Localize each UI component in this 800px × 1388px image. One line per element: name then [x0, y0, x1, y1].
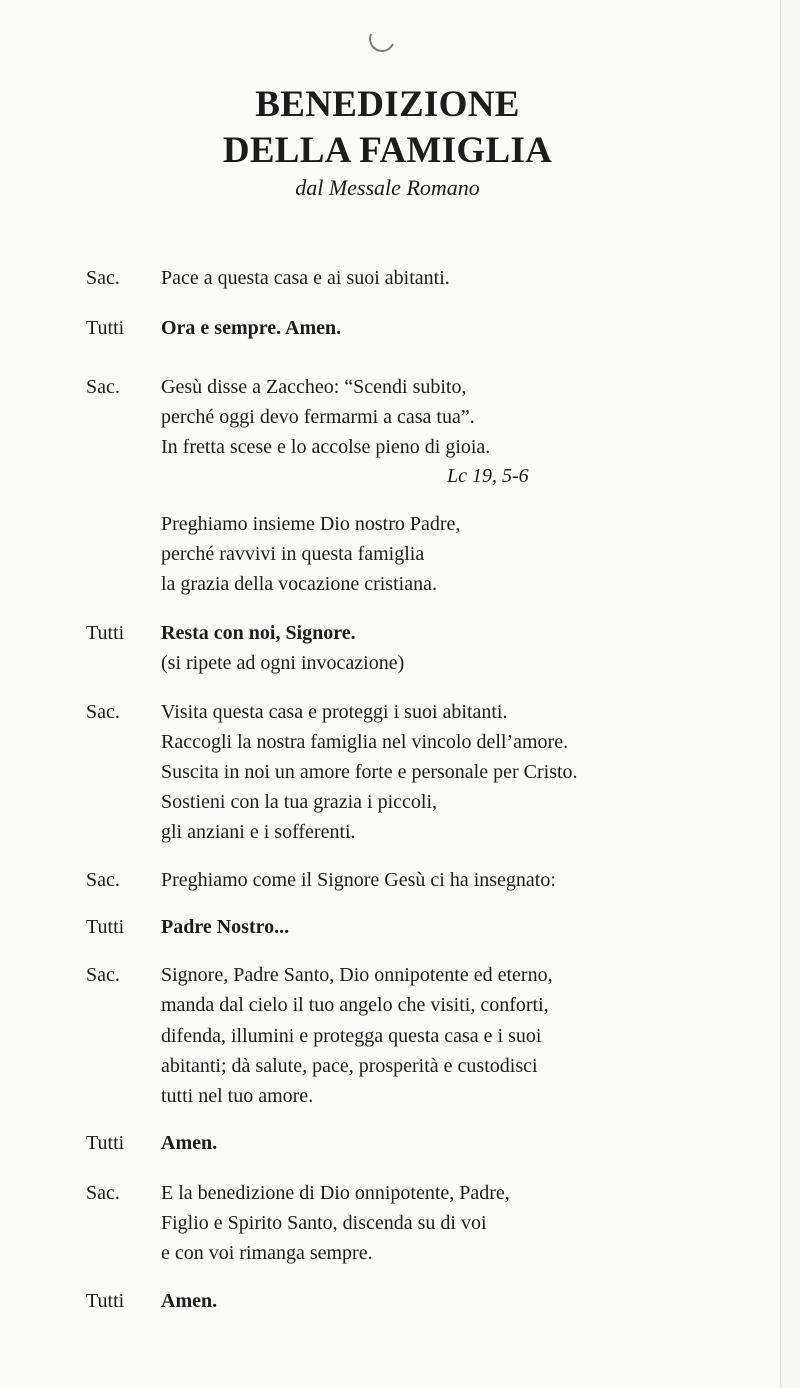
response-line: Amen.: [161, 1132, 218, 1154]
speaker-label: Sac.: [86, 869, 120, 891]
rite-line: perché oggi devo fermarmi a casa tua”.: [161, 406, 475, 428]
speaker-label: Tutti: [86, 916, 125, 938]
speaker-label: Tutti: [86, 1290, 125, 1312]
speaker-label: Sac.: [86, 376, 120, 398]
rite-line: In fretta scese e lo accolse pieno di gioia.: [161, 436, 491, 458]
rite-line: Visita questa casa e proteggi i suoi abitanti.: [161, 701, 508, 723]
speaker-label: Sac.: [86, 964, 120, 986]
response-line: Amen.: [161, 1290, 218, 1312]
rite-line: Gesù disse a Zaccheo: “Scendi subito,: [161, 376, 467, 398]
rubric-note: (si ripete ad ogni invocazione): [161, 652, 405, 674]
rite-line: manda dal cielo il tuo angelo che visiti, conforti,: [161, 994, 549, 1016]
rite-line: tutti nel tuo amore.: [161, 1085, 314, 1107]
rite-line: difenda, illumini e protegga questa casa e i suoi: [161, 1025, 542, 1047]
speaker-label: Tutti: [86, 317, 125, 339]
speaker-label: Sac.: [86, 1182, 120, 1204]
rite-line: Signore, Padre Santo, Dio onnipotente ed eterno,: [161, 964, 553, 986]
rite-line: Preghiamo come il Signore Gesù ci ha insegnato:: [161, 869, 556, 891]
rite-line: e con voi rimanga sempre.: [161, 1242, 373, 1264]
rite-line: abitanti; dà salute, pace, prosperità e custodisci: [161, 1055, 538, 1077]
speaker-label: Sac.: [86, 701, 120, 723]
subtitle: dal Messale Romano: [295, 175, 480, 200]
rite-line: gli anziani e i sofferenti.: [161, 821, 356, 843]
speaker-label: Tutti: [86, 622, 125, 644]
rite-line: Figlio e Spirito Santo, discenda su di voi: [161, 1212, 487, 1234]
rite-line: la grazia della vocazione cristiana.: [161, 573, 437, 595]
scripture-citation: Lc 19, 5-6: [447, 465, 529, 487]
response-line: Resta con noi, Signore.: [161, 622, 356, 644]
response-line: Padre Nostro...: [161, 916, 290, 938]
rite-line: E la benedizione di Dio onnipotente, Padre,: [161, 1182, 510, 1204]
rite-line: Suscita in noi un amore forte e personale per Cristo.: [161, 761, 578, 783]
rite-line: Raccogli la nostra famiglia nel vincolo dell’amore.: [161, 731, 569, 753]
rite-line: Sostieni con la tua grazia i piccoli,: [161, 791, 438, 813]
title-line-1: BENEDIZIONE: [255, 84, 520, 125]
rite-line: perché ravvivi in questa famiglia: [161, 543, 425, 565]
rite-line: Pace a questa casa e ai suoi abitanti.: [161, 267, 450, 289]
rite-line: Preghiamo insieme Dio nostro Padre,: [161, 513, 461, 535]
speaker-label: Tutti: [86, 1132, 125, 1154]
title-line-2: DELLA FAMIGLIA: [222, 130, 553, 171]
response-line: Ora e sempre. Amen.: [161, 317, 342, 339]
punch-hole: [365, 22, 398, 55]
speaker-label: Sac.: [86, 267, 120, 289]
